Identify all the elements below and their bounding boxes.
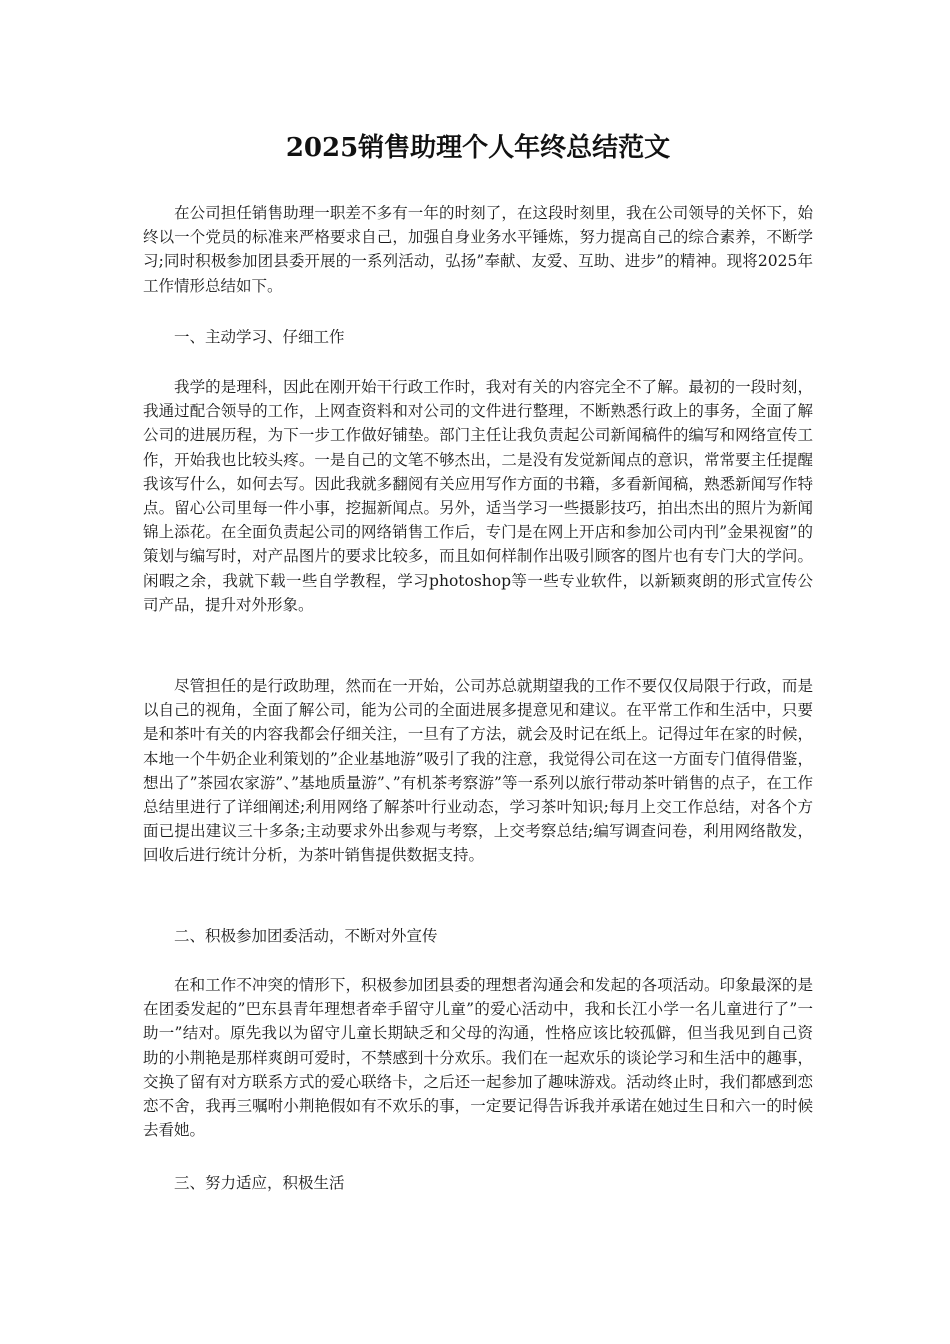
section-1-paragraph-1: 我学的是理科，因此在刚开始干行政工作时，我对有关的内容完全不了解。最初的一段时刻，我通过配合领导的工作，上网查资料和对公司的文件进行整理，不断熟悉行政上的事务，全面了解公司的进展历程，为下一步工作做好铺垫。部门主任让我负责起公司新闻稿件的编写和网络宣传工作，开始我也比较头疼。一是自己的文笔不够杰出，二是没有发觉新闻点的意识，常常要主任提醒我该写什么，如何去写。因此我就多翻阅有关应用写作方面的书籍，多看新闻稿，熟悉新闻写作特点。留心公司里每一件小事，挖掘新闻点。另外，适当学习一些摄影技巧，拍出杰出的照片为新闻锦上添花。在全面负责起公司的网络销售工作后，专门是在网上开店和参加公司内刊”金果视窗”的策划与编写时，对产品图片的要求比较多，而且如何样制作出吸引顾客的图片也有专门大的学问。闲暇之余，我就下载一些自学教程，学习photoshop等一些专业软件，以新颖爽朗的形式宣传公司产品，提升对外形象。 [143,378,813,614]
section-1-paragraph-2: 尽管担任的是行政助理，然而在一开始，公司苏总就期望我的工作不要仅仅局限于行政，而是以自己的视角，全面了解公司，能为公司的全面进展多提意见和建议。在平常工作和生活中，只要是和茶叶有关的内容我都会仔细关注，一旦有了方法，就会及时记在纸上。记得过年在家的时候，本地一个牛奶企业利策划的”企业基地游”吸引了我的注意，我觉得公司在这一方面专门值得借鉴，想出了”茶园农家游”、”基地质量游”、”有机茶考察游”等一系列以旅行带动茶叶销售的点子，在工作总结里进行了详细阐述;利用网络了解茶叶行业动态，学习茶叶知识;每月上交工作总结，对各个方面已提出建议三十多条;主动要求外出参观与考察，上交考察总结;编写调查问卷，利用网络散发，回收后进行统计分析，为茶叶销售提供数据支持。 [143,677,813,865]
document-title: 2025销售助理个人年终总结范文 [285,133,671,163]
section-heading-2: 二、积极参加团委活动，不断对外宣传 [174,927,438,945]
section-heading-3: 三、努力适应，积极生活 [174,1174,345,1192]
section-2-paragraph-1: 在和工作不冲突的情形下，积极参加团县委的理想者沟通会和发起的各项活动。印象最深的是在团委发起的”巴东县青年理想者牵手留守儿童”的爱心活动中，我和长江小学一名儿童进行了”一助一”结对。原先我以为留守儿童长期缺乏和父母的沟通，性格应该比较孤僻，但当我见到自己资助的小荆艳是那样爽朗可爱时，不禁感到十分欢乐。我们在一起欢乐的谈论学习和生活中的趣事，交换了留有对方联系方式的爱心联络卡，之后还一起参加了趣味游戏。活动终止时，我们都感到恋恋不舍，我再三嘱咐小荆艳假如有不欢乐的事，一定要记得告诉我并承诺在她过生日和六一的时候去看她。 [143,976,813,1140]
intro-paragraph: 在公司担任销售助理一职差不多有一年的时刻了，在这段时刻里，我在公司领导的关怀下，始终以一个党员的标准来严格要求自己，加强自身业务水平锤炼，努力提高自己的综合素养，不断学习;同时积极参加团县委开展的一系列活动，弘扬”奉献、友爱、互助、进步”的精神。现将2025年工作情形总结如下。 [143,204,813,295]
section-heading-1: 一、主动学习、仔细工作 [174,328,345,346]
